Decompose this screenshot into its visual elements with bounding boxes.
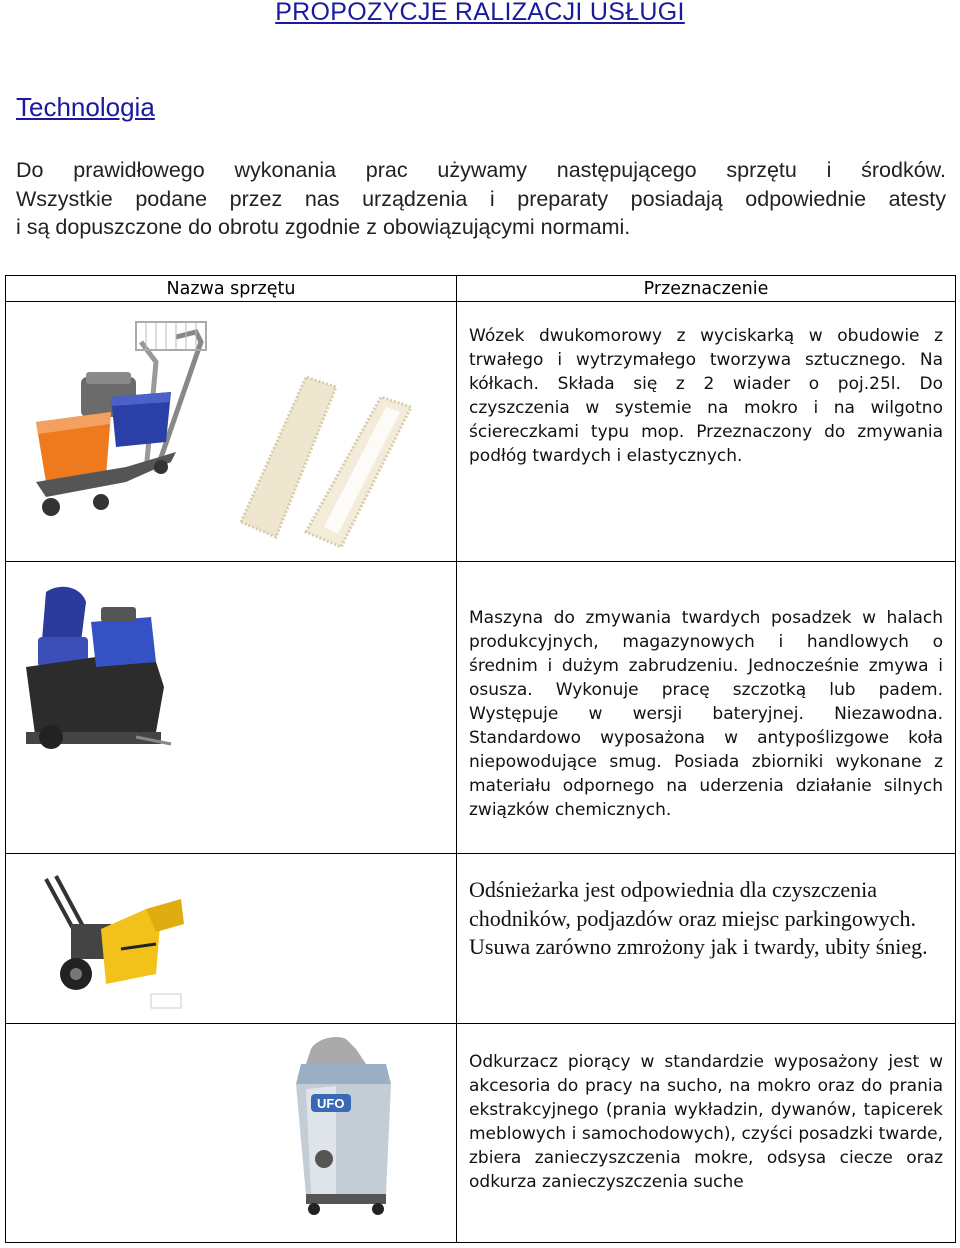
intro-line-3: i są dopuszczone do obrotu zgodnie z obowiązującymi normami. (16, 215, 631, 239)
mop-pad-icon (241, 377, 411, 547)
vacuum-cleaner-icon (296, 1037, 391, 1215)
equipment-description: Maszyna do zmywania twardych posadzek w halach produkcyjnych, magazynowych i handlowych o średnim i dużym zabrudzeniu. Jednocześnie zmywa i osusza. Wykonuje pracę szczotką lub padem. Występuje w wersji bateryjnej. Niezawodna. Standardowo wyposażona w antypoślizgowe koła niepowodujące smug. Posiada zbiorniki wykonane z materiału odpornego na uderzenia działanie silnych związków chemicznych. (469, 608, 943, 820)
snow-blower-icon (46, 876, 184, 1008)
equipment-description-cell (457, 1024, 956, 1243)
equipment-image-cell (6, 562, 457, 854)
table-row (6, 1024, 956, 1243)
snow-blower-image (6, 854, 455, 1022)
equipment-description-cell (457, 854, 956, 1024)
header-purpose: Przeznaczenie (457, 276, 956, 302)
floor-scrubber-image (6, 562, 455, 852)
cart-icon (36, 322, 206, 516)
equipment-description-cell (457, 302, 956, 562)
equipment-description: Odkurzacz piorący w standardzie wyposażony jest w akcesoria do pracy na sucho, na mokro oraz do prania ekstrakcyjnego (prania wykładzin, dywanów, tapicerek meblowych i samochodowych), czyści posadzki twarde, zbiera zanieczyszczenia mokre, odsysa ciecze oraz odkurza zanieczyszczenia suche (469, 1052, 943, 1192)
equipment-description-cell (457, 562, 956, 854)
table-row (6, 562, 956, 854)
equipment-description: Odśnieżarka jest odpowiednia dla czyszczenia chodników, podjazdów oraz miejsc parkingowych. Usuwa zarówno zmrożony jak i twardy, ubity śnieg. (469, 877, 928, 959)
floor-scrubber-icon (26, 587, 171, 749)
intro-line-2: Wszystkie podane przez nas urządzenia i preparaty posiadają odpowiednie atesty (16, 186, 946, 211)
page-title: PROPOZYCJE RALIZACJI USŁUGI (275, 0, 685, 26)
cleaning-cart-image (6, 302, 455, 560)
table-row (6, 854, 956, 1024)
table-row (6, 302, 956, 562)
intro-paragraph (16, 156, 946, 242)
equipment-image-cell (6, 302, 457, 562)
vacuum-image (6, 1024, 455, 1241)
section-title: Technologia (16, 92, 155, 122)
intro-line-1: Do prawidłowego wykonania prac używamy następującego sprzętu i środków. (16, 158, 946, 182)
equipment-image-cell (6, 1024, 457, 1243)
equipment-table (5, 275, 956, 1243)
header-equipment-name: Nazwa sprzętu (6, 276, 457, 302)
vacuum-brand-logo: UFO (317, 1096, 345, 1111)
equipment-description: Wózek dwukomorowy z wyciskarką w obudowie z trwałego i wytrzymałego tworzywa sztucznego. Na kółkach. Składa się z 2 wiader o poj.25l. Do czyszczenia w systemie na mokro i na wilgotno ściereczkami typu mop. Przeznaczony do zmywania podłóg twardych i elastycznych. (469, 326, 943, 466)
equipment-image-cell (6, 854, 457, 1024)
table-header-row (6, 276, 956, 302)
